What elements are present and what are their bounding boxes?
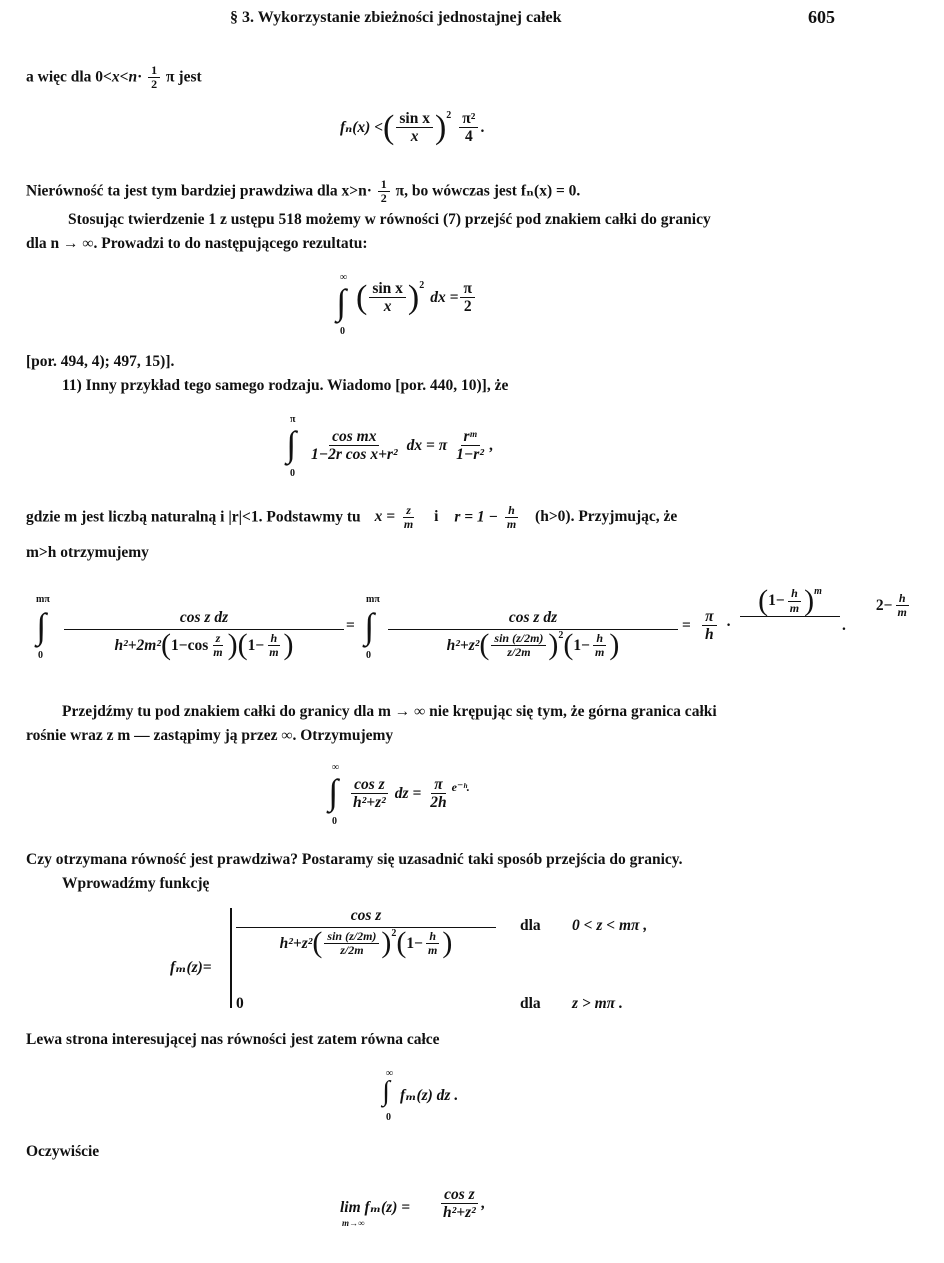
text-line-6: 11) Inny przykład tego samego rodzaju. Wiadomo [por. 440, 10)], że [62,377,509,394]
text-line-13: Lewa strona interesującej nas równości jest zatem równa całce [26,1031,440,1048]
equation-4: mπ ∫ 0 cos z dz h²+2m² ( 1−cos z m ) ( 1− $\frac{h}{m}$ ) = mπ ∫ 0 cos z dz h²+z² ( sin (z/2m) z/2m ) 2 ( 1− $\frac{h}{m}$ ) = $\frac{\pi}{h}$ · ( 1− $\frac{h}{m}$ ) m 2− $\frac{h}{m}$ . [36,584,907,662]
running-header: § 3. Wykorzystanie zbieżności jednostajnej całek [230,9,562,26]
text-line-12: Wprowadźmy funkcję [62,875,210,892]
text-line-2: Nierówność ta jest tym bardziej prawdziwa dla x>n· $\frac{1}{2}$ π, bo wówczas jest fₙ(x) = 0. [26,177,581,206]
text-line-5: [por. 494, 4); 497, 15)]. [26,353,175,370]
text-line-14: Oczywiście [26,1143,100,1160]
text-line-4: dla n → ∞. Prowadzi to do następującego rezultatu: [26,235,368,252]
text-line-9: Przejdźmy tu pod znakiem całki do granicy dla m → ∞ nie krępując się tym, że górna granica całki [62,703,717,720]
text-line-3: Stosując twierdzenie 1 z ustępu 518 możemy w równości (7) przejść pod znakiem całki do granicy [68,211,711,228]
text-line-7: gdzie m jest liczbą naturalną i |r|<1. Podstawmy tu x = $\frac{z}{m}$ i r = 1 − $\frac{h}{m}$ (h>0). Przyjmując, że [26,503,678,532]
text-line-8: m>h otrzymujemy [26,544,149,561]
equation-2: ∞ ∫ 0 ( sin x x ) 2 dx = $\frac{\pi}{2}$ [334,272,534,342]
equation-6: fₘ(z)= cos z h²+z² ( sin (z/2m) z/2m ) 2 ( 1− $\frac{h}{m}$ ) dla 0 < z < mπ , 0 dla z > mπ . [170,907,648,1012]
integral-sign: ∫ [336,282,346,322]
text-line-10: rośnie wraz z m — zastąpimy ją przez ∞. Otrzymujemy [26,727,394,744]
text-line-1: a więc dla 0<x<n· $\frac{1}{2}$ π jest [26,63,202,92]
equation-1: fₙ(x) < ( sin x x ) 2 π² 4 . [340,108,485,146]
equation-7: ∞ ∫ 0 fₘ(z) dz . [382,1068,459,1123]
fraction-half: $\frac{1}{2}$ [148,64,160,91]
equation-5: ∞ ∫ 0 cos z h²+z² dz = $\frac{\pi}{2h}$ e⁻ʰ. [328,762,470,827]
text-line-11: Czy otrzymana równość jest prawdziwa? Postaramy się uzasadnić taki sposób przejścia do granicy. [26,851,683,868]
piecewise-brace [230,908,232,1008]
page-number: 605 [808,7,835,27]
equation-3: π ∫ 0 cos mx 1−2r cos x+r² dx = π rᵐ 1−r² , [286,414,493,479]
equation-8: lim fₘ(z) = m→∞ cos z h²+z² , [340,1186,485,1228]
